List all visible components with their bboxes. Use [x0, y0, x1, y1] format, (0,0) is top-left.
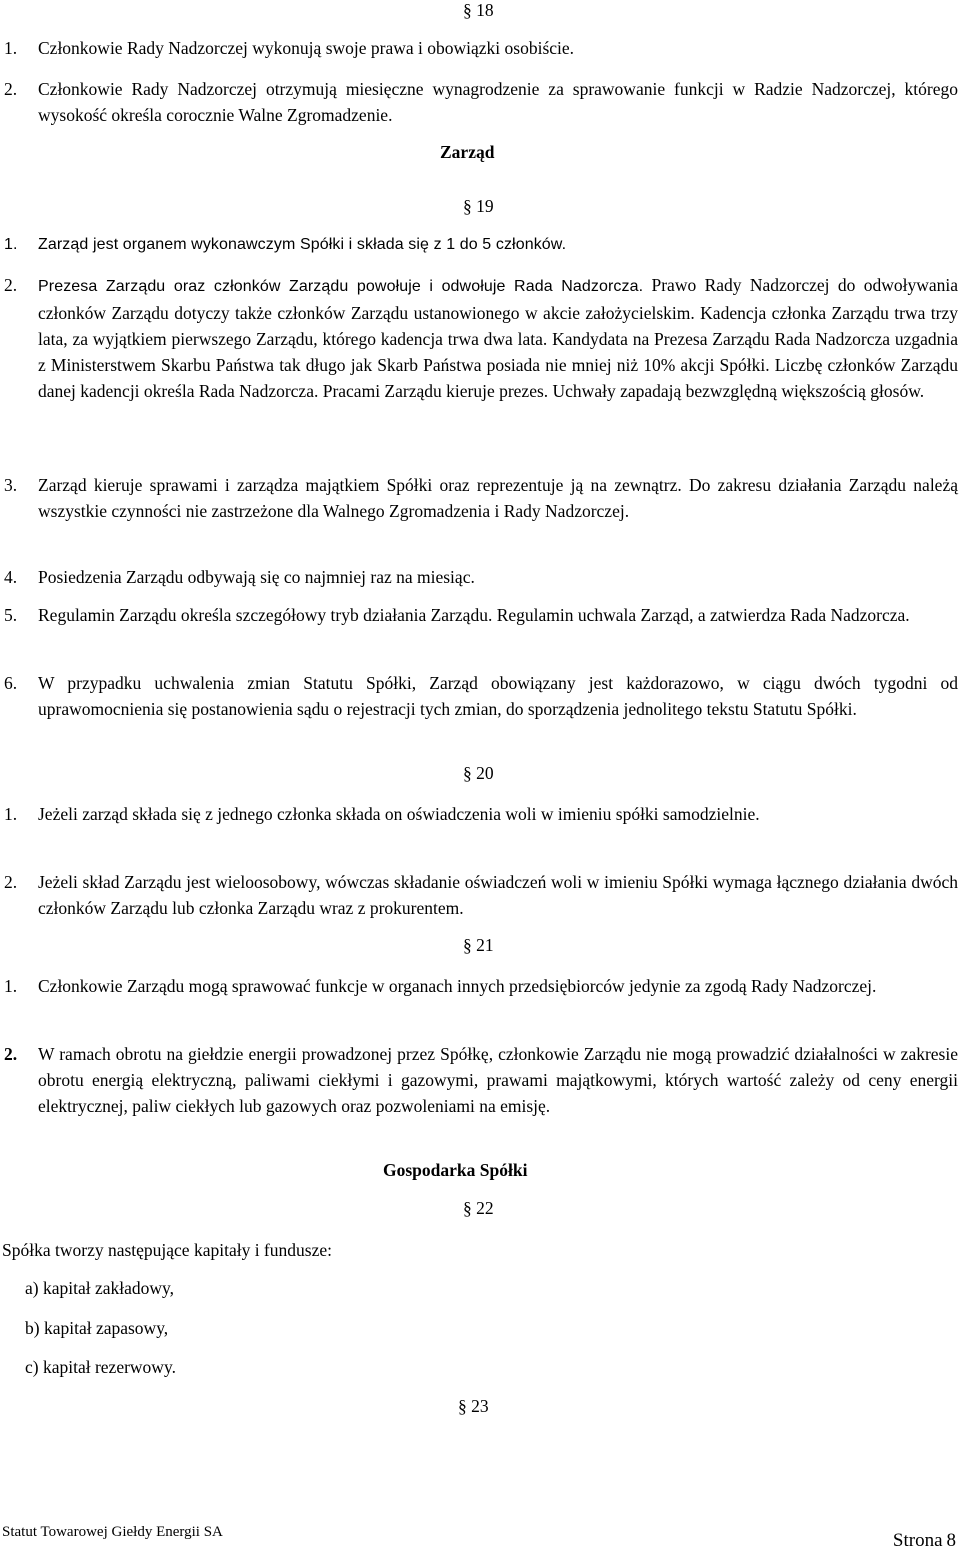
- item-number: 2.: [4, 1044, 18, 1064]
- section-20-heading: § 20: [463, 763, 494, 783]
- item-text: W ramach obrotu na giełdzie energii prowadzonej przez Spółkę, członkowie Zarządu nie mogą prowadzić działalności w zakresie obrotu energią elektryczną, paliwami ciekłymi i gazowymi, prawami majątkowymi, których wartość zależy od ceny energii elektrycznej, paliw ciekłych lub gazowych oraz pozwoleniami na emisję.: [38, 1044, 958, 1116]
- item-number: 4.: [4, 567, 18, 587]
- par21-item-1: [0, 973, 958, 999]
- par22-item-a: a) kapitał zakładowy,: [25, 1278, 175, 1298]
- item-number: 6.: [4, 673, 18, 693]
- item-text: Posiedzenia Zarządu odbywają się co najmniej raz na miesiąc.: [38, 567, 475, 587]
- par19-item-6: [0, 670, 958, 722]
- item-number: 2.: [4, 872, 18, 892]
- par22-item-c: c) kapitał rezerwowy.: [25, 1357, 176, 1377]
- section-19-heading: § 19: [463, 196, 494, 216]
- heading-zarzad: Zarząd: [440, 142, 495, 162]
- par19-item-4: [0, 564, 958, 590]
- item-text: Zarząd jest organem wykonawczym Spółki i składa się z 1 do 5 członków.: [38, 236, 567, 253]
- section-18-heading: § 18: [463, 0, 494, 20]
- par20-item-2: [0, 869, 958, 921]
- par22-intro: Spółka tworzy następujące kapitały i fundusze:: [2, 1240, 332, 1260]
- item-number: 5.: [4, 605, 18, 625]
- par20-item-1: [0, 801, 958, 827]
- item-text-part: Prawo Rady Nadzorczej do odwoływania członków Zarządu dotyczy także członków Zarządu ustanowionego w akcie założycielskim.: [38, 275, 959, 323]
- item-text: W przypadku uchwalenia zmian Statutu Spółki, Zarząd obowiązany jest każdorazowo, w ciągu dwóch tygodni od uprawomocnienia się postanowienia sądu o rejestracji tych zmian, do sporządzenia jednolitego tekstu Statutu Spółki.: [38, 673, 958, 719]
- item-text: Regulamin Zarządu określa szczegółowy tryb działania Zarządu. Regulamin uchwala Zarząd, a zatwierdza Rada Nadzorcza.: [38, 605, 910, 625]
- par18-item-1: [0, 35, 958, 61]
- item-number: 2.: [4, 275, 18, 295]
- par19-item-1: [0, 232, 958, 258]
- item-number: 1.: [4, 804, 18, 824]
- item-number: 1.: [4, 38, 18, 58]
- item-number: 3.: [4, 475, 18, 495]
- footer-page-label: Strona: [892, 1530, 943, 1551]
- par21-item-2: [0, 1041, 958, 1119]
- item-text-part: Kadencja członka Zarządu trwa trzy lata, za wyjątkiem pierwszego Zarządu, którego kadencja trwa dwa lata.: [38, 303, 958, 349]
- item-text: Zarząd kieruje sprawami i zarządza majątkiem Spółki oraz reprezentuje ją na zewnątrz. Do zakresu działania Zarządu należą wszystkie czynności nie zastrzeżone dla Walnego Zgromadzenia i Rady Nadzorczej.: [38, 475, 958, 521]
- item-text: Jeżeli zarząd składa się z jednego członka składa on oświadczenia woli w imieniu spółki samodzielnie.: [38, 804, 760, 824]
- par22-item-b: b) kapitał zapasowy,: [25, 1318, 169, 1338]
- footer-page-value: 8: [946, 1530, 956, 1551]
- par19-item-2: [0, 272, 958, 404]
- footer-document-title: Statut Towarowej Giełdy Energii SA: [2, 1524, 223, 1540]
- heading-gospodarka: Gospodarka Spółki: [383, 1160, 528, 1180]
- par19-item-3: [0, 472, 958, 524]
- item-text: [38, 272, 958, 404]
- footer-page-number: [893, 1530, 956, 1552]
- item-text-part: Kandydata na Prezesa Zarządu Rada Nadzorcza uzgadnia z Ministerstwem Skarbu Państwa tak długo jak Skarb Państwa posiada nie mniej niż 10% akcji Spółki. Liczbę członków Zarządu danej kadencji określa Rada Nadzorcza. Pracami Zarządu kieruje prezes. Uchwały zapadają bezwzględną większością głosów.: [38, 329, 958, 401]
- item-text: Członkowie Rady Nadzorczej wykonują swoje prawa i obowiązki osobiście.: [38, 38, 575, 58]
- section-23-heading: § 23: [458, 1396, 489, 1416]
- item-number: 2.: [4, 79, 18, 99]
- par19-item-5: [0, 602, 958, 628]
- item-text: Członkowie Zarządu mogą sprawować funkcje w organach innych przedsiębiorców jedynie za zgodą Rady Nadzorczej.: [38, 976, 877, 996]
- section-21-heading: § 21: [463, 935, 494, 955]
- item-number: 1.: [4, 236, 18, 253]
- item-number: 1.: [4, 976, 18, 996]
- item-text: Jeżeli skład Zarządu jest wieloosobowy, wówczas składanie oświadczeń woli w imieniu Spółki wymaga łącznego działania dwóch członków Zarządu lub członka Zarządu wraz z prokurentem.: [38, 872, 958, 918]
- item-text: Członkowie Rady Nadzorczej otrzymują miesięczne wynagrodzenie za sprawowanie funkcji w Radzie Nadzorczej, którego wysokość określa corocznie Walne Zgromadzenie.: [38, 79, 958, 125]
- item-text-part: Prezesa Zarządu oraz członków Zarządu powołuje i odwołuje Rada Nadzorcza.: [38, 278, 644, 295]
- section-22-heading: § 22: [463, 1198, 494, 1218]
- par18-item-2: [0, 76, 958, 128]
